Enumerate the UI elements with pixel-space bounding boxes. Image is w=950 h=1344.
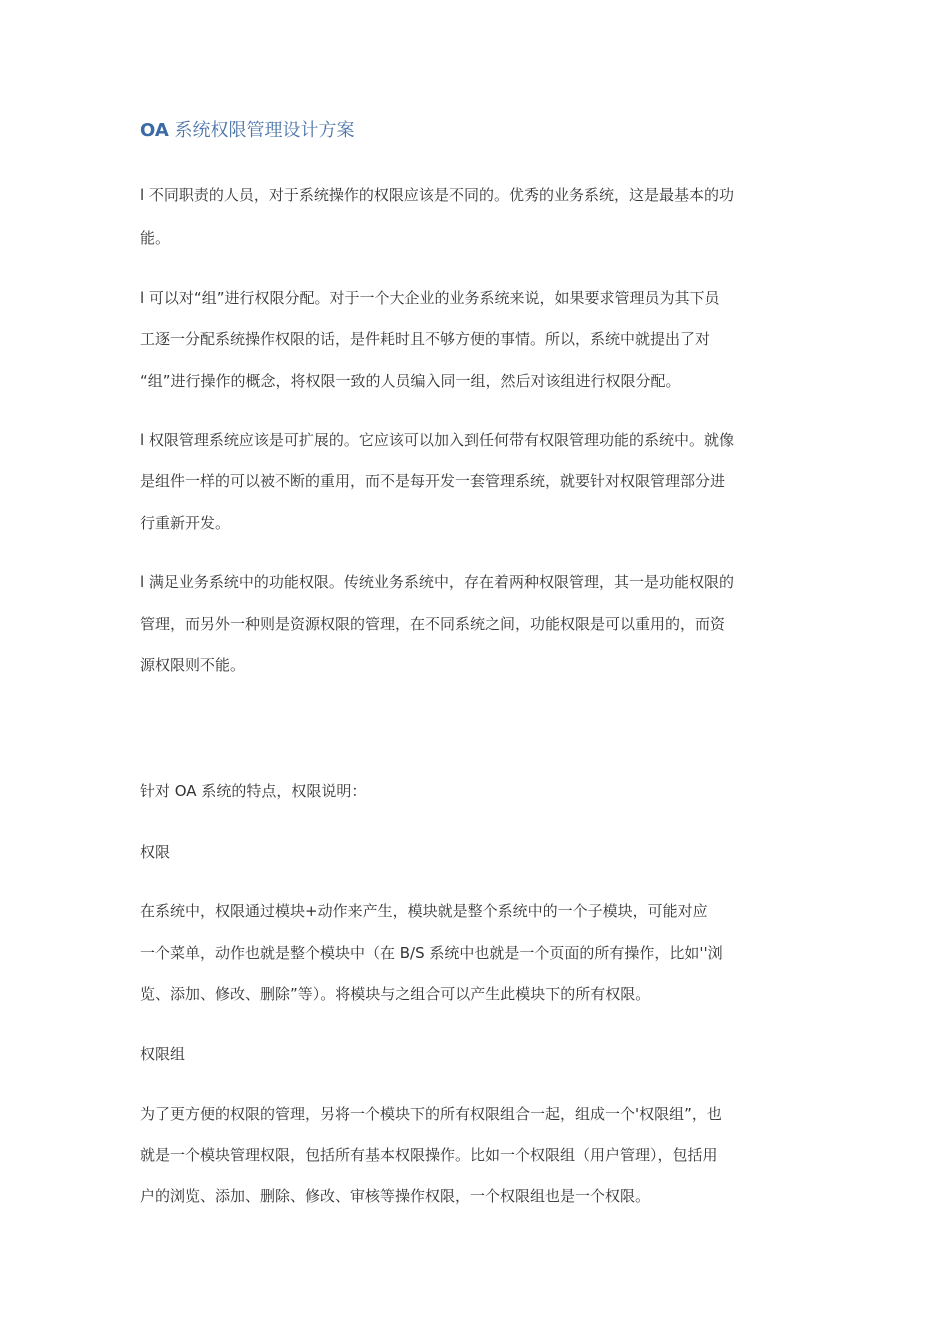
paragraph-line: l 可以对“组”进行权限分配。对于一个大企业的业务系统来说，如果要求管理员为其下员 <box>140 289 720 307</box>
paragraph-line: 能。 <box>140 229 171 247</box>
paragraph-line: 览、添加、修改、删除”等）。将模块与之组合可以产生此模块下的所有权限。 <box>140 985 651 1003</box>
paragraph-line: “组”进行操作的概念，将权限一致的人员编入同一组，然后对该组进行权限分配。 <box>140 372 681 390</box>
paragraph-line: 就是一个模块管理权限，包括所有基本权限操作。比如一个权限组（用户管理），包括用 <box>140 1146 718 1164</box>
paragraph-line: 户的浏览、添加、删除、修改、审核等操作权限，一个权限组也是一个权限。 <box>140 1187 651 1205</box>
paragraph-line: 行重新开发。 <box>140 514 231 532</box>
document-title <box>140 118 354 144</box>
paragraph-line: l 不同职责的人员，对于系统操作的权限应该是不同的。优秀的业务系统，这是最基本的功 <box>140 186 734 204</box>
paragraph-line: 在系统中，权限通过模块+动作来产生，模块就是整个系统中的一个子模块，可能对应 <box>140 902 708 920</box>
paragraph-line: 工逐一分配系统操作权限的话，是件耗时且不够方便的事情。所以，系统中就提出了对 <box>140 330 711 348</box>
section-heading: 权限组 <box>140 1045 186 1063</box>
title-text: 系统权限管理设计方案 <box>168 120 355 141</box>
paragraph-line: 管理，而另外一种则是资源权限的管理，在不同系统之间，功能权限是可以重用的，而资 <box>140 615 726 633</box>
paragraph-line: 是组件一样的可以被不断的重用，而不是每开发一套管理系统，就要针对权限管理部分进 <box>140 472 726 490</box>
paragraph-line: 为了更方便的权限的管理，另将一个模块下的所有权限组合一起，组成一个'权限组”，也 <box>140 1105 722 1123</box>
section-heading: 权限 <box>140 843 171 861</box>
paragraph-line: 一个菜单，动作也就是整个模块中（在 B/S 系统中也就是一个页面的所有操作，比如''浏 <box>140 944 723 962</box>
paragraph-line: l 满足业务系统中的功能权限。传统业务系统中，存在着两种权限管理，其一是功能权限的 <box>140 573 734 591</box>
paragraph-line: 源权限则不能。 <box>140 656 246 674</box>
paragraph-line: l 权限管理系统应该是可扩展的。它应该可以加入到任何带有权限管理功能的系统中。就像 <box>140 431 734 449</box>
title-prefix: OA <box>140 120 169 141</box>
paragraph-line: 针对 OA 系统的特点，权限说明： <box>140 782 367 800</box>
